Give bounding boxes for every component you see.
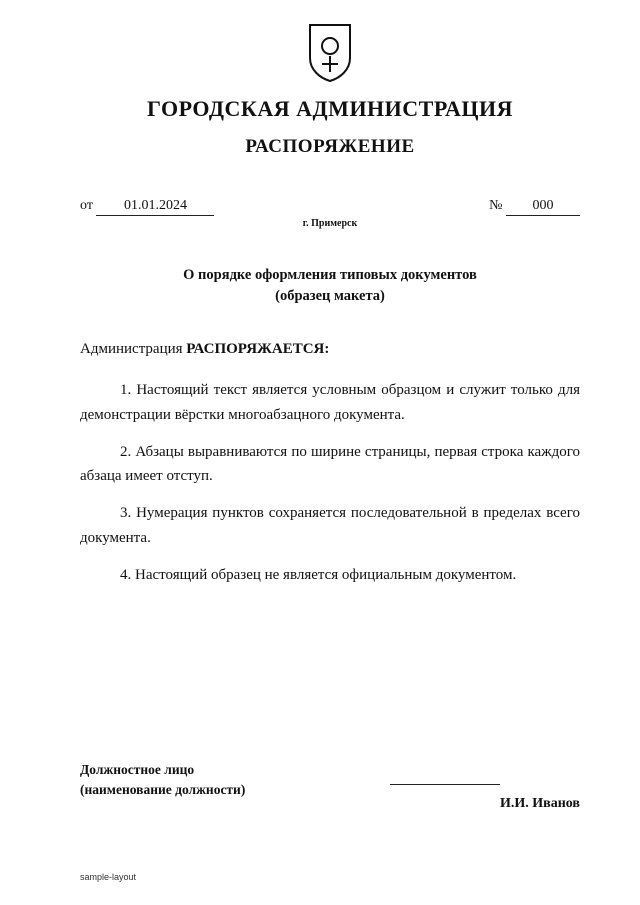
paragraph: 3. Нумерация пунктов сохраняется последовательной в пределах всего документа. xyxy=(80,505,580,546)
document-place: г. Примерск xyxy=(302,218,358,229)
emblem-icon xyxy=(307,22,353,84)
paragraph: 2. Абзацы выравниваются по ширине страницы, первая строка каждого абзаца имеет отступ. xyxy=(80,443,580,485)
lead-verb: РАСПОРЯЖАЕТСЯ: xyxy=(186,341,330,358)
signature-block xyxy=(80,760,580,811)
resolution-lead xyxy=(80,341,580,358)
date-block xyxy=(80,198,214,216)
document-number: 000 xyxy=(506,198,580,216)
number-block xyxy=(489,198,580,216)
file-reference: sample-layout xyxy=(80,872,137,882)
lead-subject: Администрация xyxy=(80,341,183,358)
paragraph: 1. Настоящий текст является условным образцом и служит только для демонстрации вёрстки многоабзацного документа. xyxy=(80,382,580,423)
date-prefix: от xyxy=(80,198,93,213)
signatory-line-1: Должностное лицо xyxy=(80,762,195,777)
signatory-title xyxy=(80,760,580,801)
emblem-container xyxy=(80,22,580,84)
document-meta xyxy=(80,198,580,216)
document-title xyxy=(80,265,580,307)
document-date: 01.01.2024 xyxy=(96,198,214,216)
paragraph: 4. Настоящий образец не является официальным документом. xyxy=(120,566,517,583)
signatory-name: И.И. Иванов xyxy=(499,796,580,811)
number-prefix: № xyxy=(489,198,503,213)
document-title-line-2: (образец макета) xyxy=(275,288,385,305)
document-title-line-1: О порядке оформления типовых документов xyxy=(183,267,477,283)
authority-name: ГОРОДСКАЯ АДМИНИСТРАЦИЯ xyxy=(147,96,513,121)
document-type: РАСПОРЯЖЕНИЕ xyxy=(245,136,415,157)
signature-placeholder-line xyxy=(390,784,500,785)
signatory-line-2: (наименование должности) xyxy=(80,782,246,798)
